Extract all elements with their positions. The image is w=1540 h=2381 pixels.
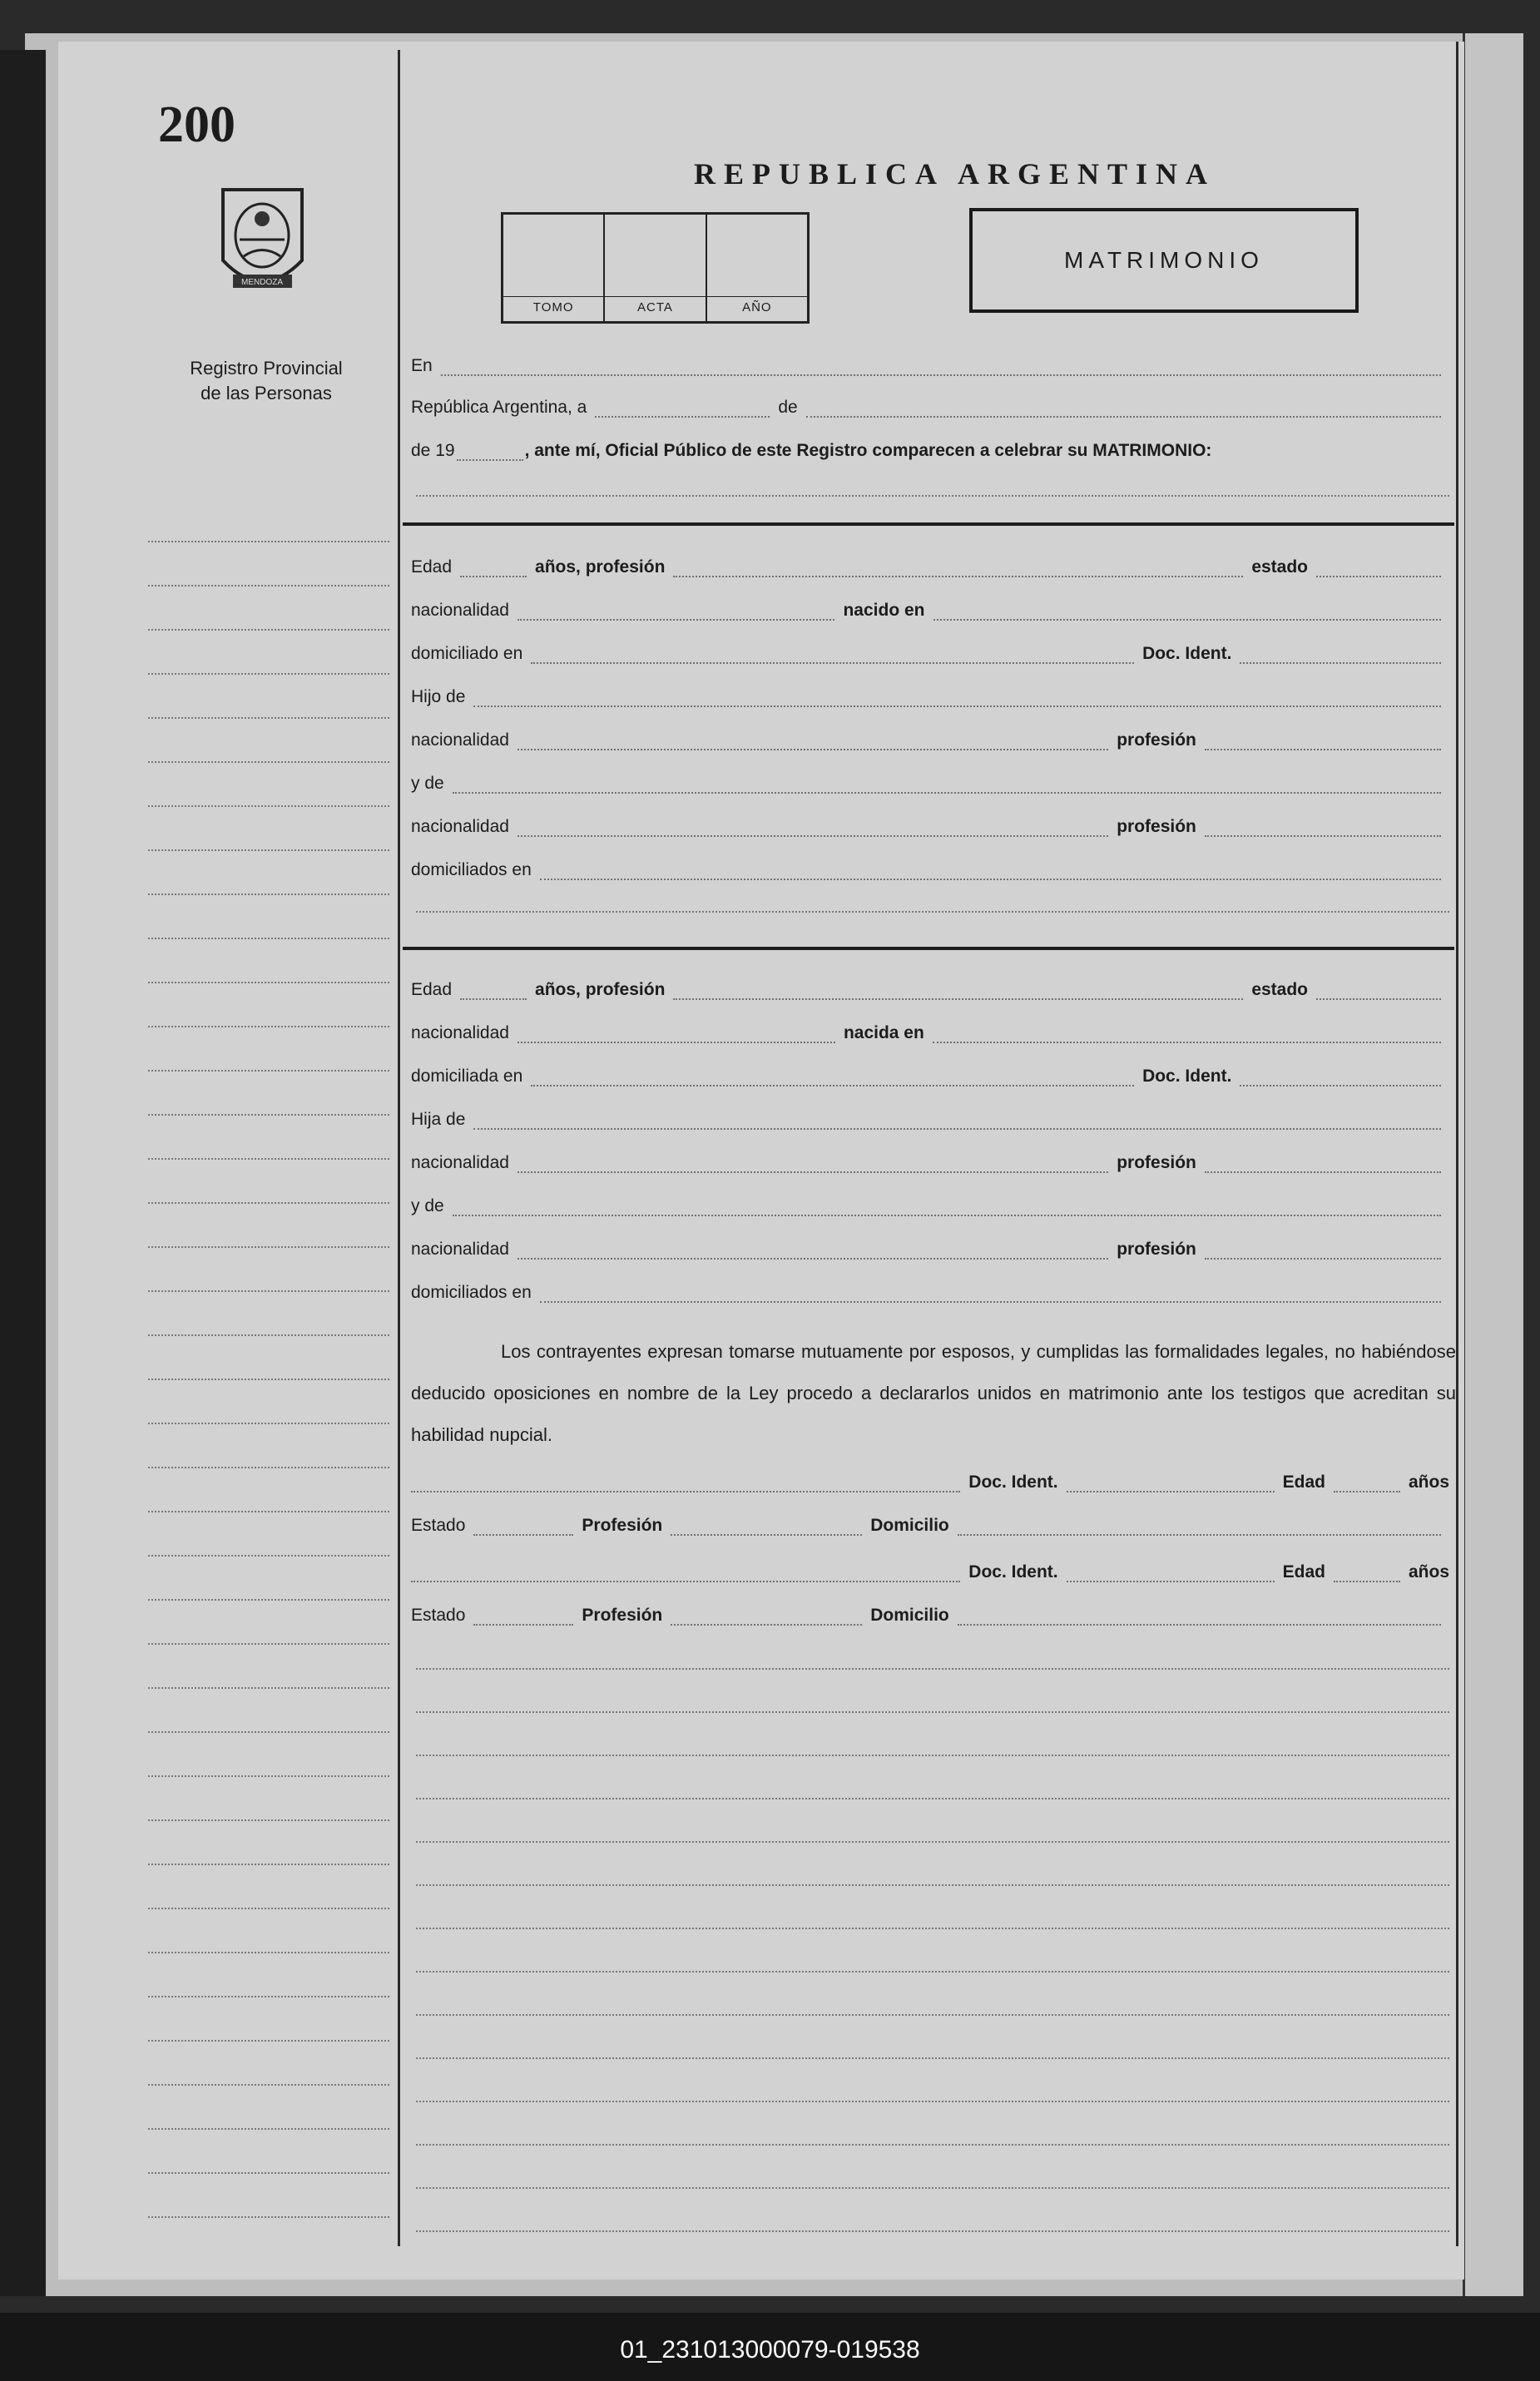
margin-note-line[interactable] — [148, 982, 389, 983]
bride-yde-label: y de — [411, 1196, 444, 1215]
place-field[interactable] — [441, 368, 1441, 376]
bride-prof3-label: profesión — [1117, 1240, 1196, 1259]
witness1-status-field[interactable] — [473, 1527, 573, 1536]
groom-parents-address-field[interactable] — [540, 872, 1441, 880]
bride-parents-address-field[interactable] — [540, 1294, 1441, 1303]
intro-statement: , ante mí, Oficial Público de este Registro comparecen a celebrar su MATRIMONIO: — [524, 441, 1212, 460]
crest-text: MENDOZA — [241, 278, 283, 287]
groom-row-3 — [411, 636, 1449, 664]
margin-note-line[interactable] — [148, 1158, 389, 1160]
witness2-estado-label: Estado — [411, 1606, 466, 1625]
margin-note-line[interactable] — [148, 585, 389, 587]
groom-father-profession-field[interactable] — [1205, 742, 1441, 750]
tomo-cell[interactable] — [503, 215, 605, 321]
margin-note-line[interactable] — [148, 1599, 389, 1601]
intro-line-2 — [411, 389, 1449, 418]
next-page-edge — [1463, 33, 1523, 2296]
acta-label: ACTA — [605, 296, 705, 314]
anio-cell[interactable] — [707, 215, 807, 321]
right-rule — [1456, 42, 1458, 2246]
margin-note-line[interactable] — [148, 2040, 389, 2042]
margin-note-line[interactable] — [148, 541, 389, 542]
bride-father-field[interactable] — [473, 1121, 1441, 1130]
witness2-age-field[interactable] — [1334, 1574, 1400, 1582]
margin-note-line[interactable] — [148, 1775, 389, 1777]
margin-note-line[interactable] — [148, 849, 389, 851]
acta-cell[interactable] — [605, 215, 706, 321]
groom-profession-field[interactable] — [673, 569, 1243, 577]
witness1-profession-field[interactable] — [671, 1527, 862, 1536]
groom-nationality-field[interactable] — [517, 612, 835, 621]
bride-nacionalidad-label: nacionalidad — [411, 1023, 509, 1042]
groom-mother-profession-field[interactable] — [1205, 829, 1441, 837]
groom-doc-field[interactable] — [1240, 656, 1441, 664]
groom-birthplace-field[interactable] — [933, 612, 1441, 621]
groom-nac2-label: nacionalidad — [411, 730, 509, 750]
annotation-line[interactable] — [416, 1884, 1449, 1886]
witness2-doc-field[interactable] — [1067, 1574, 1275, 1582]
groom-address-field[interactable] — [531, 656, 1134, 664]
registry-label-line1: Registro Provincial — [190, 358, 343, 379]
margin-note-line[interactable] — [148, 1334, 389, 1336]
bride-row-4 — [411, 1101, 1449, 1130]
groom-nacido-label: nacido en — [843, 601, 925, 620]
witness2-profesion-label: Profesión — [582, 1606, 663, 1625]
witness1-anios-label: años — [1408, 1473, 1449, 1492]
groom-doc-label: Doc. Ident. — [1142, 644, 1232, 663]
groom-prof2-label: profesión — [1117, 730, 1196, 750]
bride-nac2-label: nacionalidad — [411, 1153, 509, 1172]
groom-yde-label: y de — [411, 774, 444, 793]
bride-doc-field[interactable] — [1240, 1078, 1441, 1087]
intro-de-19: de 19 — [411, 441, 455, 460]
margin-note-line[interactable] — [148, 1643, 389, 1645]
groom-row-8 — [411, 852, 1449, 880]
margin-rule — [398, 50, 400, 2246]
witness2-row-1 — [411, 1554, 1449, 1582]
margin-note-line[interactable] — [148, 1511, 389, 1512]
groom-row-1 — [411, 549, 1449, 577]
witness1-name-field[interactable] — [411, 1484, 960, 1492]
groom-nacionalidad-label: nacionalidad — [411, 601, 509, 620]
groom-row-2 — [411, 592, 1449, 621]
margin-note-line[interactable] — [148, 893, 389, 895]
intro-en: En — [411, 356, 433, 375]
groom-anios-label: años, profesión — [535, 557, 666, 577]
margin-note-line[interactable] — [148, 761, 389, 763]
book-binding — [0, 50, 46, 2296]
bride-domiciliados-label: domiciliados en — [411, 1283, 532, 1302]
witness1-edad-label: Edad — [1282, 1473, 1325, 1492]
witness1-doc-field[interactable] — [1067, 1484, 1275, 1492]
day-field[interactable] — [595, 409, 770, 418]
groom-row-5 — [411, 722, 1449, 750]
witness2-edad-label: Edad — [1282, 1562, 1325, 1582]
bride-estado-label: estado — [1251, 980, 1308, 999]
bride-father-profession-field[interactable] — [1205, 1165, 1441, 1173]
page-number: 200 — [158, 97, 235, 153]
margin-note-line[interactable] — [148, 2216, 389, 2218]
margin-note-line[interactable] — [148, 1908, 389, 1909]
bride-row-6 — [411, 1188, 1449, 1216]
bride-edad-label: Edad — [411, 980, 453, 999]
margin-note-line[interactable] — [148, 1379, 389, 1380]
annotation-line[interactable] — [416, 2101, 1449, 2102]
bride-mother-profession-field[interactable] — [1205, 1251, 1441, 1260]
annotation-line[interactable] — [416, 1928, 1449, 1929]
margin-note-line[interactable] — [148, 1202, 389, 1204]
bride-nationality-field[interactable] — [517, 1035, 835, 1043]
groom-nac3-label: nacionalidad — [411, 817, 509, 836]
annotation-line[interactable] — [416, 1971, 1449, 1973]
witness1-age-field[interactable] — [1334, 1484, 1400, 1492]
bride-nacida-label: nacida en — [843, 1023, 924, 1042]
groom-estado-label: estado — [1251, 557, 1308, 577]
witness2-address-field[interactable] — [958, 1617, 1441, 1626]
provincial-crest-icon — [215, 181, 310, 302]
margin-note-line[interactable] — [148, 1026, 389, 1027]
groom-father-field[interactable] — [473, 699, 1441, 707]
record-type-box: MATRIMONIO — [969, 208, 1359, 313]
margin-note-line[interactable] — [148, 629, 389, 631]
witness2-name-field[interactable] — [411, 1574, 960, 1582]
groom-row-4 — [411, 679, 1449, 707]
bride-nac3-label: nacionalidad — [411, 1240, 509, 1259]
margin-note-line[interactable] — [148, 938, 389, 939]
reference-box — [501, 212, 810, 324]
groom-mother-field[interactable] — [453, 785, 1441, 794]
annotation-line[interactable] — [416, 1798, 1449, 1799]
witness2-row-2 — [411, 1597, 1449, 1626]
margin-note-line[interactable] — [148, 1114, 389, 1116]
margin-note-line[interactable] — [148, 673, 389, 675]
groom-age-field[interactable] — [460, 569, 527, 577]
witness1-doc-label: Doc. Ident. — [968, 1473, 1058, 1492]
annotation-line[interactable] — [416, 2230, 1449, 2232]
bride-age-field[interactable] — [460, 992, 527, 1000]
bride-address-field[interactable] — [531, 1078, 1134, 1087]
witness1-address-field[interactable] — [958, 1527, 1441, 1536]
witness2-doc-label: Doc. Ident. — [968, 1562, 1058, 1582]
section-separator-1 — [403, 522, 1454, 526]
margin-note-line[interactable] — [148, 1731, 389, 1733]
bride-mother-field[interactable] — [453, 1208, 1441, 1216]
intro-de: de — [778, 398, 798, 417]
margin-note-line[interactable] — [148, 1467, 389, 1468]
bride-prof2-label: profesión — [1117, 1153, 1196, 1172]
groom-domiciliados-label: domiciliados en — [411, 860, 532, 879]
margin-note-line[interactable] — [148, 1996, 389, 1997]
margin-note-line[interactable] — [148, 717, 389, 719]
annotation-line[interactable] — [416, 2187, 1449, 2189]
registry-label-line2: de las Personas — [201, 383, 332, 403]
register-page — [58, 42, 1464, 2280]
bride-row-2 — [411, 1015, 1449, 1043]
margin-note-line[interactable] — [148, 2172, 389, 2174]
annotation-line[interactable] — [416, 2014, 1449, 2016]
groom-row-6 — [411, 765, 1449, 794]
annotation-line[interactable] — [416, 1841, 1449, 1843]
groom-domiciliado-label: domiciliado en — [411, 644, 523, 663]
bride-anios-label: años, profesión — [535, 980, 666, 999]
margin-note-line[interactable] — [148, 2128, 389, 2130]
witness2-domicilio-label: Domicilio — [870, 1606, 949, 1625]
bride-hija-label: Hija de — [411, 1110, 466, 1129]
witness2-profession-field[interactable] — [671, 1617, 862, 1626]
margin-note-line[interactable] — [148, 1687, 389, 1689]
intro-republica: República Argentina, a — [411, 398, 587, 417]
bride-profession-field[interactable] — [673, 992, 1243, 1000]
bride-row-8 — [411, 1275, 1449, 1303]
month-field[interactable] — [806, 409, 1441, 418]
anio-label: AÑO — [707, 296, 807, 314]
bride-mother-nationality-field[interactable] — [517, 1251, 1108, 1260]
groom-father-nationality-field[interactable] — [517, 742, 1108, 750]
margin-note-line[interactable] — [148, 1555, 389, 1557]
intro-extra-line[interactable] — [416, 495, 1449, 497]
margin-note-line[interactable] — [148, 805, 389, 807]
bride-row-3 — [411, 1058, 1449, 1087]
annotation-line[interactable] — [416, 2057, 1449, 2059]
margin-note-line[interactable] — [148, 2084, 389, 2086]
witness1-profesion-label: Profesión — [582, 1516, 663, 1535]
bride-doc-label: Doc. Ident. — [1142, 1067, 1232, 1086]
bride-birthplace-field[interactable] — [933, 1035, 1441, 1043]
groom-hijo-label: Hijo de — [411, 687, 466, 706]
annotation-line[interactable] — [416, 1711, 1449, 1713]
witness1-row-2 — [411, 1507, 1449, 1536]
margin-note-line[interactable] — [148, 1423, 389, 1424]
section-separator-2 — [403, 947, 1454, 950]
bride-row-7 — [411, 1231, 1449, 1260]
annotation-line[interactable] — [416, 2144, 1449, 2146]
groom-extra-line[interactable] — [416, 911, 1449, 913]
margin-note-line[interactable] — [148, 1246, 389, 1248]
registry-label — [175, 356, 358, 406]
intro-line-3 — [411, 433, 1449, 461]
year-field[interactable] — [457, 453, 523, 461]
margin-note-line[interactable] — [148, 1070, 389, 1072]
margin-note-line[interactable] — [148, 1819, 389, 1821]
witness2-status-field[interactable] — [473, 1617, 573, 1626]
groom-mother-nationality-field[interactable] — [517, 829, 1108, 837]
page-title: REPUBLICA ARGENTINA — [693, 157, 1216, 191]
witness1-estado-label: Estado — [411, 1516, 466, 1535]
annotation-line[interactable] — [416, 1755, 1449, 1756]
margin-note-line[interactable] — [148, 1290, 389, 1292]
intro-line-1 — [411, 348, 1449, 376]
bride-row-5 — [411, 1145, 1449, 1173]
witness2-anios-label: años — [1408, 1562, 1449, 1582]
bride-status-field[interactable] — [1316, 992, 1441, 1000]
bride-domiciliada-label: domiciliada en — [411, 1067, 523, 1086]
tomo-label: TOMO — [503, 296, 603, 314]
groom-edad-label: Edad — [411, 557, 453, 577]
annotation-line[interactable] — [416, 1668, 1449, 1670]
groom-status-field[interactable] — [1316, 569, 1441, 577]
bride-row-1 — [411, 972, 1449, 1000]
declaration-text: Los contrayentes expresan tomarse mutuamente por esposos, y cumplidas las formalidades legales, no habiéndose deducido oposiciones en nombre de la Ley procedo a declararlos unidos en matrimonio ante los testigos que acreditan su habilidad nupcial. — [411, 1341, 1456, 1445]
declaration-paragraph — [411, 1331, 1456, 1456]
margin-note-line[interactable] — [148, 1864, 389, 1865]
groom-row-7 — [411, 809, 1449, 837]
image-caption: 01_231013000079-019538 — [620, 2336, 920, 2364]
bride-father-nationality-field[interactable] — [517, 1165, 1108, 1173]
margin-note-line[interactable] — [148, 1952, 389, 1953]
witness1-row-1 — [411, 1464, 1449, 1492]
witness1-domicilio-label: Domicilio — [870, 1516, 949, 1535]
groom-prof3-label: profesión — [1117, 817, 1196, 836]
